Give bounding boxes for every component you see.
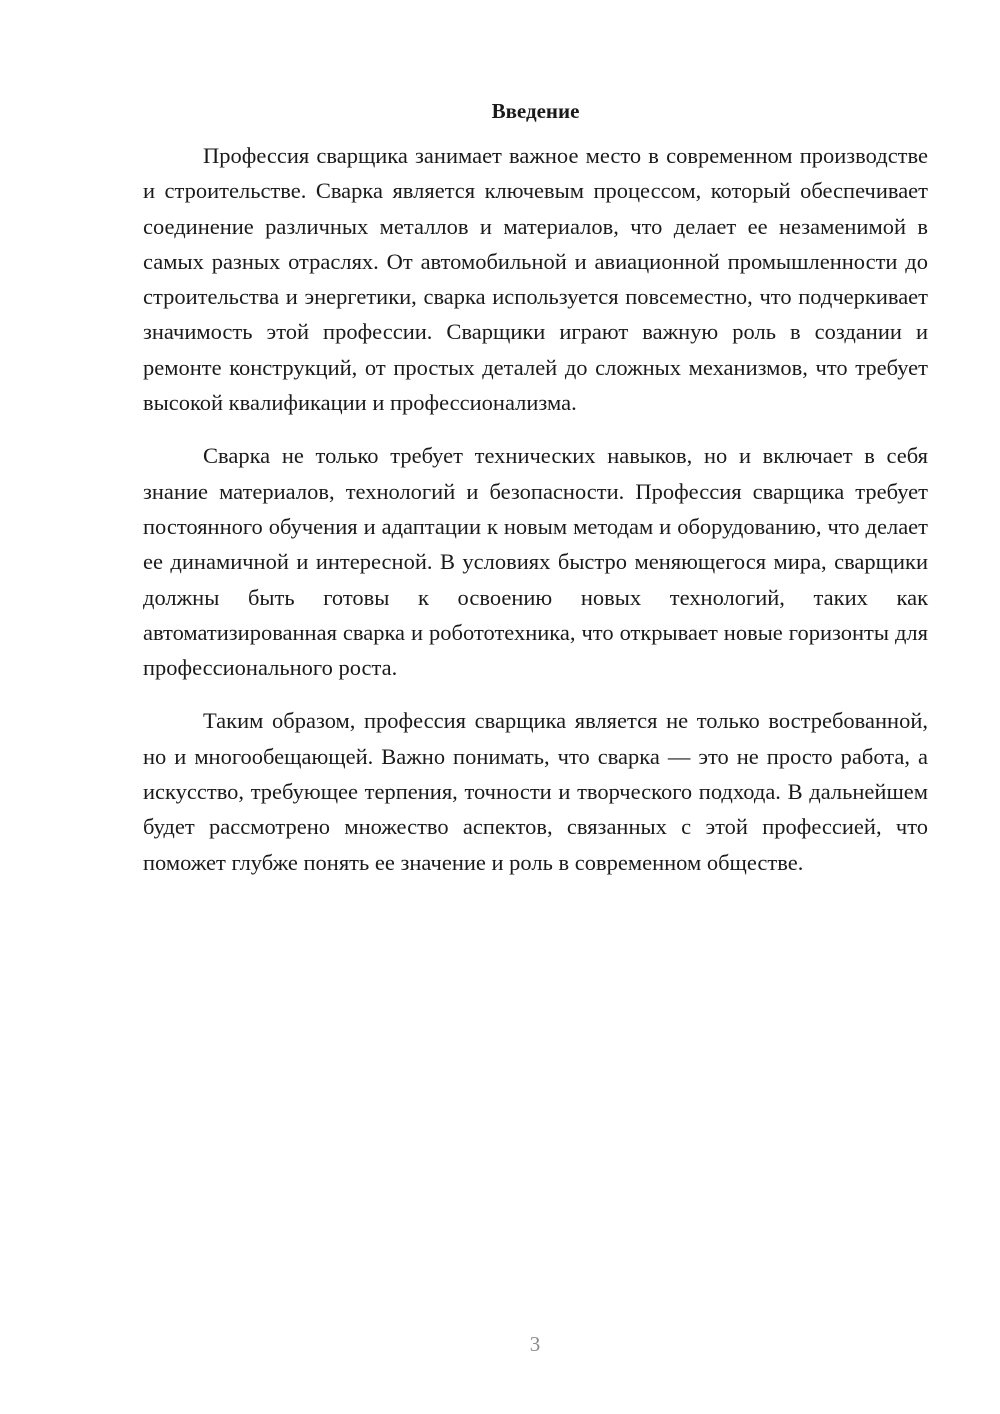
section-heading: Введение xyxy=(491,99,580,123)
paragraph-1: Профессия сварщика занимает важное место в современном производстве и строительстве. Сварка является ключевым процессом, который обеспечивает соединение различных металлов и материалов, что делает ее незаменимой в самых разных отраслях. От автомобильной и авиационной промышленности до строительства и энергетики, сварка используется повсеместно, что подчеркивает значимость этой профессии. Сварщики играют важную роль в создании и ремонте конструкций, от простых деталей до сложных механизмов, что требует высокой квалификации и профессионализма. xyxy=(143,143,928,416)
paragraph-3: Таким образом, профессия сварщика является не только востребованной, но и многообещающей. Важно понимать, что сварка — это не просто работа, а искусство, требующее терпения, точности и творческого подхода. В дальнейшем будет рассмотрено множество аспектов, связанных с этой профессией, что поможет глубже понять ее значение и роль в современном обществе. xyxy=(143,708,928,875)
page-number: 3 xyxy=(529,1332,541,1356)
page-content xyxy=(143,94,928,898)
paragraph-2: Сварка не только требует технических навыков, но и включает в себя знание материалов, технологий и безопасности. Профессия сварщика требует постоянного обучения и адаптации к новым методам и оборудованию, что делает ее динамичной и интересной. В условиях быстро меняющегося мира, сварщики должны быть готовы к освоению новых технологий, таких как автоматизированная сварка и робототехника, что открывает новые горизонты для профессионального роста. xyxy=(143,443,928,681)
